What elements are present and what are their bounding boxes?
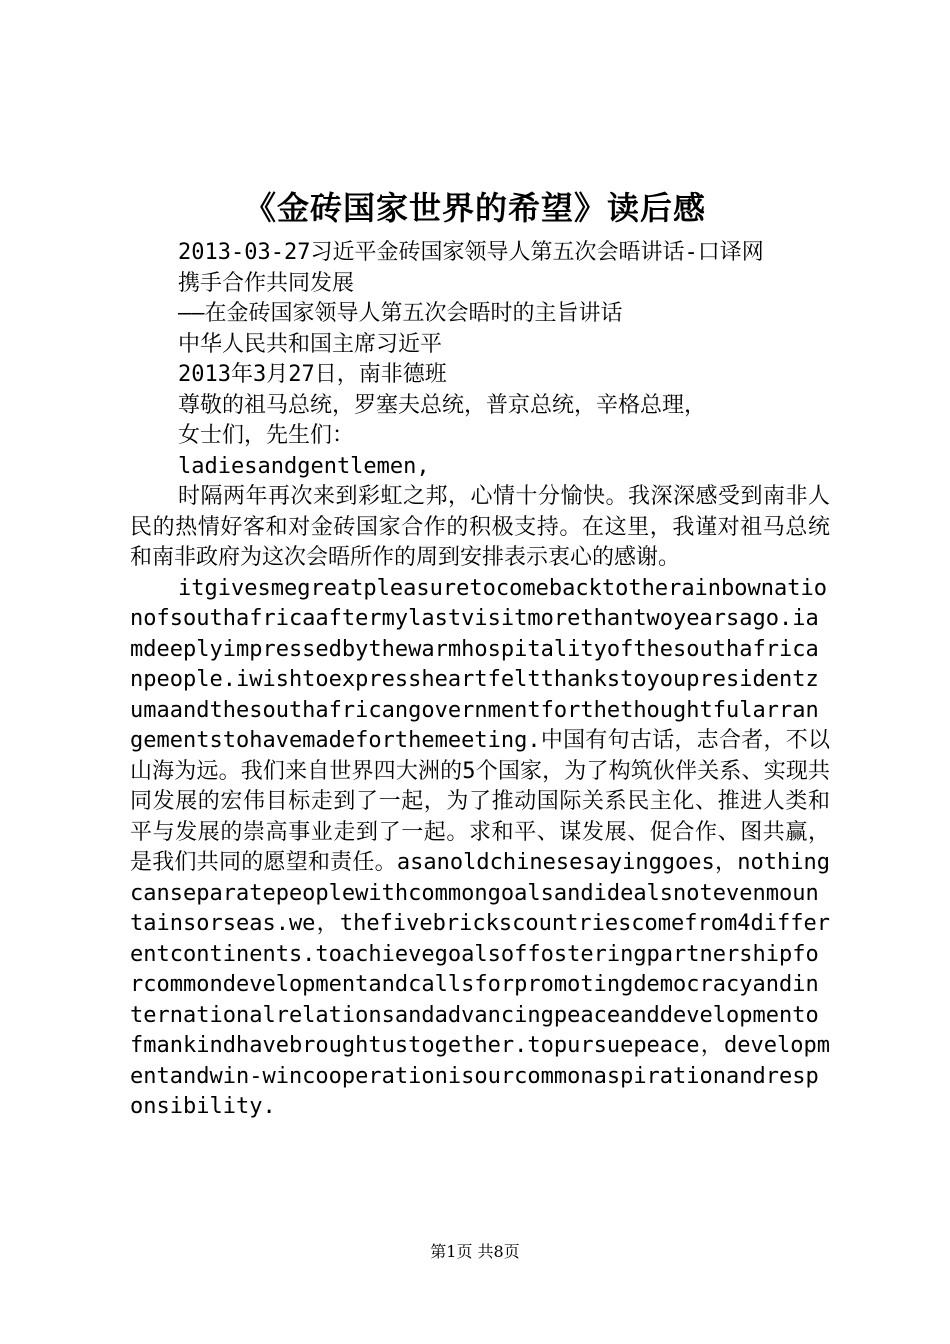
paragraph: ladiesandgentlemen,: [178, 453, 430, 479]
paragraph: 携手合作共同发展: [178, 270, 355, 296]
paragraph: itgivesmegreatpleasuretocomebacktotherainbownationofsouthafricaaftermylastvisitmorethantwoyearsago.iamdeeplyimpressedbythewarmhospitalityofthesouthafricanpeople.iwishtoexpressheartfeltthankstoyoupresidentzumaandthesouthafricangovernmentforthethoughtfularrangementstohavemadeforthemeeting.中国有句古话，志合者，不以山海为远。我们来自世界四大洲的5个国家，为了构筑伙伴关系、实现共同发展的宏伟目标走到了一起，为了推动国际关系民主化、推进人类和平与发展的崇高事业走到了一起。求和平、谋发展、促合作、图共赢，是我们共同的愿望和责任。asanoldchinesesayinggoes，nothingcanseparatepeoplewithcommongoalsandidealsnotevenmountainsorseas.we，thefivebrickscountriescomefrom4differentcontinents.toachievegoalsoffosteringpartnershipforcommondevelopmentandcallsforpromotingdemocracyandinternationalrelationsandadvancingpeaceanddevelopmentofmankindhavebroughtustogether.topursuepeace，developmentandwin-wincooperationisourcommonaspirationandresponsibility.: [130, 575, 830, 1119]
paragraph: 时隔两年再次来到彩虹之邦，心情十分愉快。我深深感受到南非人民的热情好客和对金砖国家合作的积极支持。在这里，我谨对祖马总统和南非政府为这次会晤所作的周到安排表示衷心的感谢。: [130, 484, 830, 570]
paragraph: 2013-03-27习近平金砖国家领导人第五次会晤讲话-口译网: [178, 240, 764, 265]
page-footer: 第1页 共8页: [430, 1242, 520, 1261]
document-body: [130, 238, 830, 1123]
document-title: 《金砖国家世界的希望》读后感: [243, 189, 706, 227]
paragraph: 2013年3月27日，南非德班: [178, 362, 447, 387]
paragraph: ——在金砖国家领导人第五次会晤时的主旨讲话: [178, 301, 623, 326]
paragraph: 女士们，先生们：: [178, 423, 355, 448]
paragraph: 中华人民共和国主席习近平: [178, 331, 443, 357]
paragraph: 尊敬的祖马总统，罗塞夫总统，普京总统，辛格总理，: [178, 392, 707, 418]
